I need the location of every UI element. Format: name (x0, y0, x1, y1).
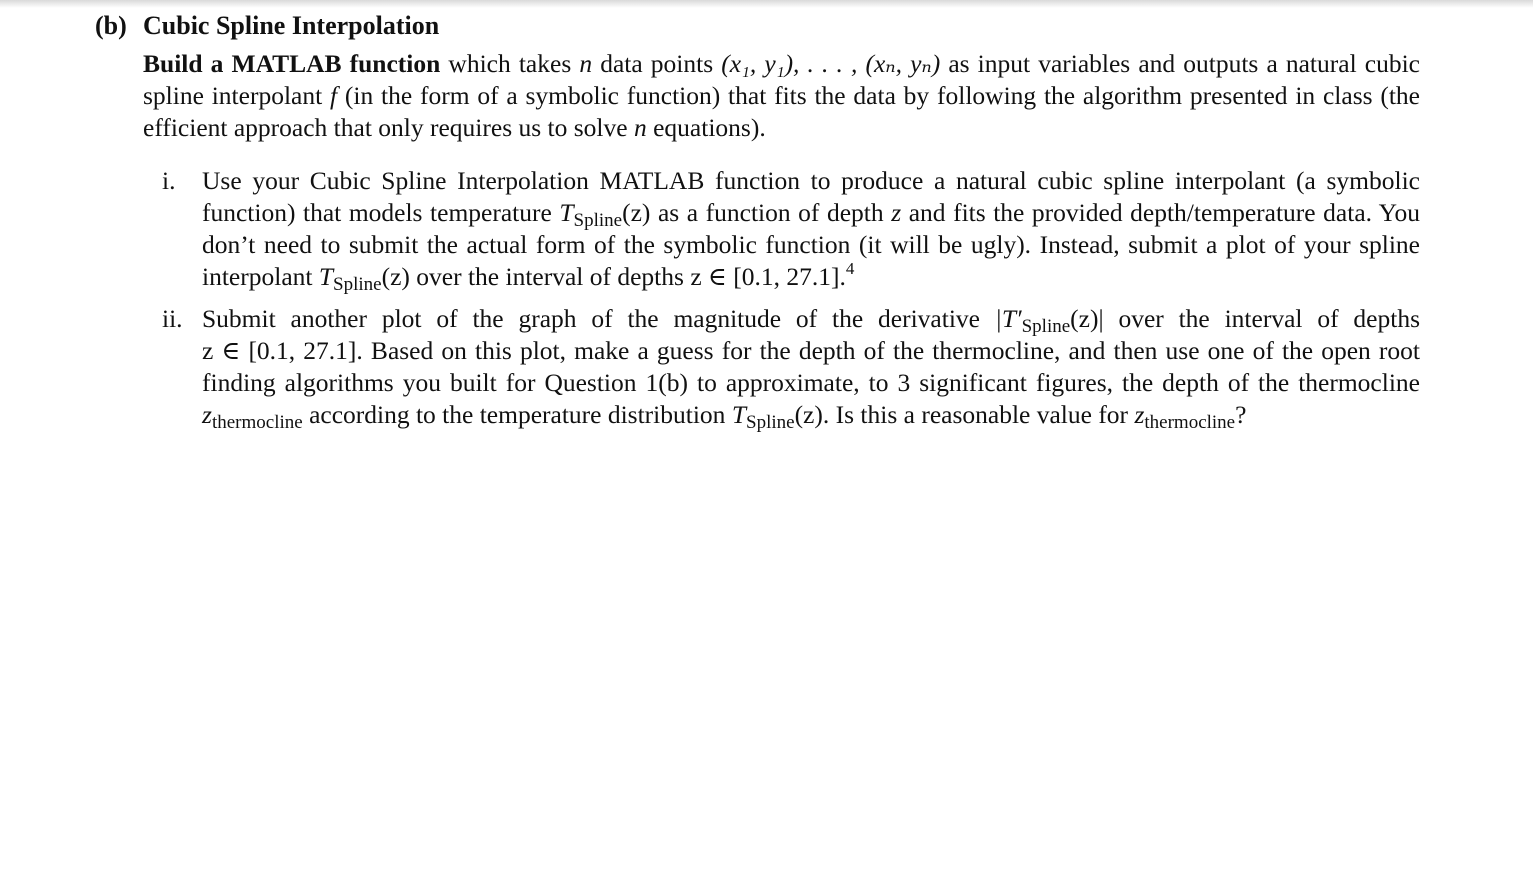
item-text: Submit another plot of the graph of the magnitude of the derivative (202, 304, 995, 333)
intro-text: which takes (440, 49, 580, 78)
problem-section (95, 8, 1425, 441)
section-label: (b) (95, 11, 127, 40)
intro-paragraph (143, 48, 1420, 144)
math-t-spline: $T_{Spline}(z)$. (731, 400, 830, 433)
item-text: over the interval of depths (1103, 304, 1420, 333)
math-t-spline: $T_{Spline}(z)$ (559, 198, 651, 231)
item-text: according to the temperature distribution (302, 400, 732, 429)
item-text: Based on this plot, make a guess for the depth of the thermocline, and then use one of the open root finding algorithms you built for Question 1(b) to approximate, to 3 significant figures, the depth of the thermocline (202, 336, 1420, 397)
intro-text: (in the form of a symbolic function) that fits the data by following the algorithm presented in class (the efficient approach that only requires us to solve (143, 81, 1420, 142)
item-text: Use your Cubic Spline Interpolation MATLAB function to produce a natural cubic spline interpolant (a symbolic function) that models temperature (202, 166, 1420, 227)
math-f: f (329, 81, 338, 110)
sub-question-ii (162, 303, 1420, 433)
section-heading (95, 8, 1425, 44)
intro-text: data points (592, 49, 722, 78)
math-interval: z ∈ [0.1, 27.1].$^4$ (690, 259, 855, 291)
math-z-thermocline: $z_{thermocline}$? (1134, 400, 1247, 433)
item-label: i. (162, 166, 176, 195)
intro-text: equations). (646, 113, 766, 142)
page-top-shadow (0, 0, 1533, 8)
intro-text: as input variables and outputs a natural cubic spline interpolant (143, 49, 1420, 110)
item-text: Is this a reasonable value for (829, 400, 1135, 429)
math-n: n (579, 49, 593, 78)
item-text: over the interval of depths (409, 262, 691, 291)
item-text: and fits the provided depth/temperature data. You don’t need to submit the actual form of the symbolic function (it will be ugly). Instead, submit a plot of your spline interpolant (202, 198, 1420, 291)
math-data-points: (x₁, y₁), . . . , (xₙ, yₙ) (721, 49, 941, 78)
math-n: n (633, 113, 647, 142)
math-z: z (891, 198, 902, 227)
item-text: as a function of depth (650, 198, 892, 227)
footnote-marker: 4 (845, 259, 855, 278)
math-z-thermocline: $z_{thermocline}$ (202, 400, 303, 433)
intro-bold-lead: Build a MATLAB function (143, 49, 441, 78)
item-label: ii. (162, 304, 183, 333)
math-interval: z ∈ [0.1, 27.1]. (202, 336, 363, 365)
math-derivative: $|T'_{Spline}(z)|$ (994, 304, 1104, 337)
sub-question-i (162, 165, 1420, 295)
section-title: Cubic Spline Interpolation (143, 11, 440, 40)
sub-question-list (95, 165, 1425, 431)
math-t-spline: $T_{Spline}(z)$ (318, 262, 410, 295)
